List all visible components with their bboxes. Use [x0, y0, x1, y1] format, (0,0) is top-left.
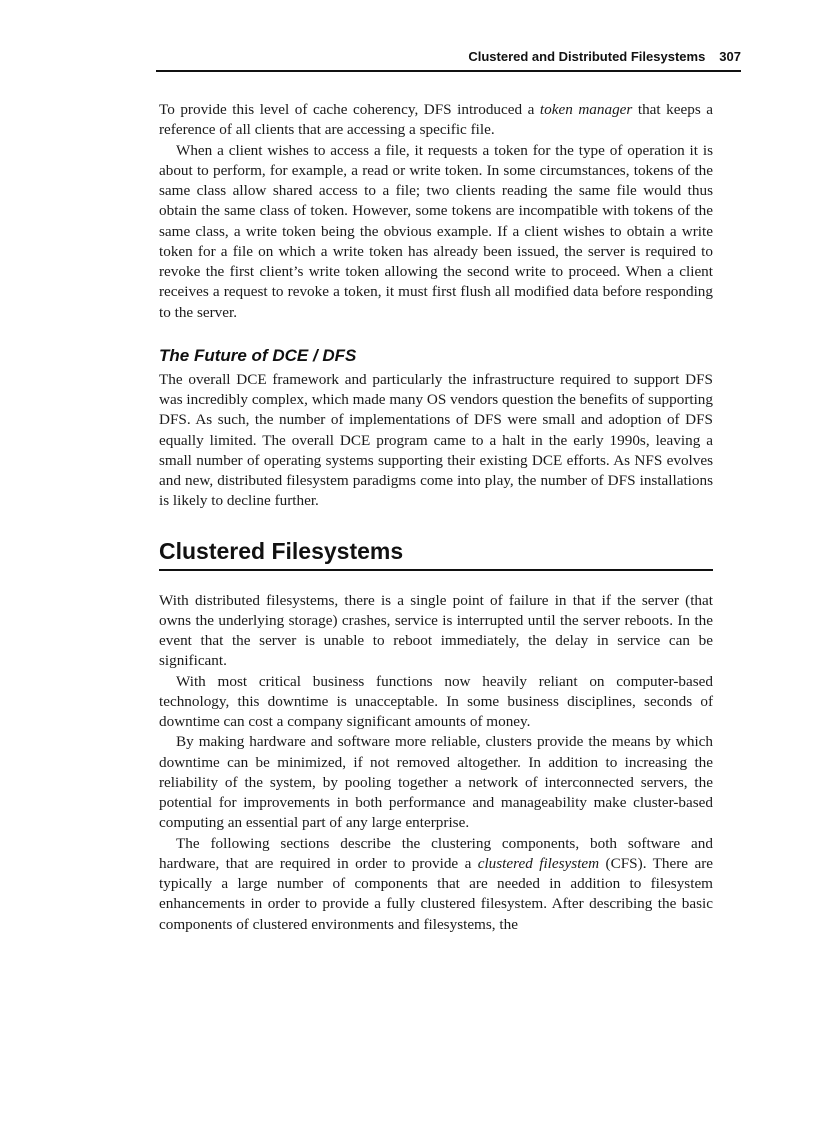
section-heading-clustered-filesystems: Clustered Filesystems: [159, 537, 404, 564]
paragraph-token-manager: To provide this level of cache coherency, DFS introduced a token manager that keeps a reference of all clients that are accessing a specific file.: [159, 101, 714, 139]
paragraph-cfs-components: The following sections describe the clustering components, both software and hardware, that are required in order to provide a clustered filesystem (CFS). There are typically a large number of components that are needed in addition to filesystem enhancements in order to provide a fully clustered filesystem. After describing the basic components of clustered environments and filesystems, the: [159, 834, 713, 933]
header-rule: [156, 70, 741, 72]
paragraph-single-point-failure: With distributed filesystems, there is a single point of failure in that if the server (that owns the underlying storage) crashes, service is interrupted until the server reboots. In the event that the server is unable to reboot immediately, the delay in service can be significant.: [159, 591, 713, 670]
paragraph-downtime: With most critical business functions now heavily reliant on computer-based technology, this downtime is unacceptable. In some business disciplines, seconds of downtime can cost a company significant amounts of money.: [159, 672, 713, 730]
term-clustered-filesystem: clustered filesystem: [477, 854, 600, 872]
subheading-future-dce-dfs: The Future of DCE / DFS: [159, 345, 357, 365]
paragraph-token-request: When a client wishes to access a file, it requests a token for the type of operation it is about to perform, for example, a read or write token. In some circumstances, tokens of the same class allow shared access to a file; two clients reading the same file would thus obtain the same class of token. However, some tokens are incompatible with tokens of the same class, a write token being the obvious example. If a client wishes to obtain a write token for a file on which a write token has already been issued, the server is required to revoke the first client’s write token allowing the second write to proceed. When a client receives a request to revoke a token, it must first flush all modified data before responding to the server.: [159, 141, 713, 321]
term-token-manager: token manager: [539, 101, 633, 118]
page-body: [159, 100, 713, 935]
running-head: [158, 46, 741, 68]
page-number: 307: [719, 49, 741, 64]
running-title: Clustered and Distributed Filesystems: [468, 49, 706, 64]
paragraph-reliability: By making hardware and software more reliable, clusters provide the means by which downtime can be minimized, if not removed altogether. In addition to increasing the reliability of the system, by pooling together a network of interconnected servers, the potential for improvements in both performance and manageability make cluster-based computing an essential part of any large enterprise.: [159, 733, 713, 832]
section-rule: [159, 569, 713, 571]
paragraph-dce-framework: The overall DCE framework and particularly the infrastructure required to support DFS was incredibly complex, which made many OS vendors question the benefits of supporting DFS. As such, the number of implementations of DFS were small and adoption of DFS equally limited. The overall DCE program came to a halt in the early 1990s, leaving a small number of operating systems supporting their existing DCE efforts. As NFS evolves and new, distributed filesystem paradigms come into play, the number of DFS installations is likely to decline further.: [159, 370, 713, 510]
